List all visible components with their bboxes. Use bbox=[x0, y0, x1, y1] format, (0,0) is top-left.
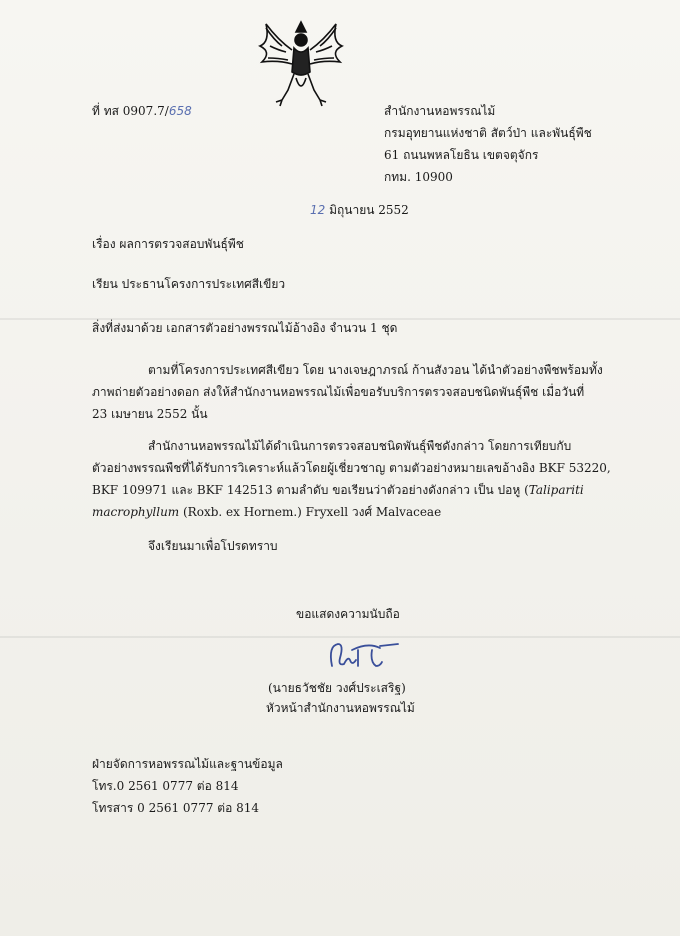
body-text: (Roxb. ex Hornem.) Fryxell วงศ์ Malvaceae bbox=[179, 505, 442, 519]
subject-line: เรื่อง ผลการตรวจสอบพันธุ์พืช bbox=[92, 237, 244, 251]
signatory-title: หัวหน้าสำนักงานหอพรรณไม้ bbox=[266, 701, 415, 715]
document-number-handwritten: 658 bbox=[168, 104, 192, 118]
body-line bbox=[92, 482, 584, 498]
org-line: กทม. 10900 bbox=[384, 170, 453, 184]
closing-line: จึงเรียนมาเพื่อโปรดทราบ bbox=[148, 539, 278, 553]
enclosure-line: สิ่งที่ส่งมาด้วย เอกสารตัวอย่างพรรณไม้อ้างอิง จำนวน 1 ชุด bbox=[92, 321, 398, 335]
body-line bbox=[92, 504, 441, 520]
footer-telephone: โทร.0 2561 0777 ต่อ 814 bbox=[92, 779, 239, 793]
document-number-prefix: ที่ ทส 0907.7/ bbox=[92, 104, 169, 118]
body-line: ภาพถ่ายตัวอย่างดอก ส่งให้สำนักงานหอพรรณไม้เพื่อขอรับบริการตรวจสอบชนิดพันธุ์พืช เมื่อวันที่ bbox=[92, 385, 585, 399]
recipient-line: เรียน ประธานโครงการประเทศสีเขียว bbox=[92, 277, 286, 291]
document-number bbox=[92, 103, 192, 119]
body-text: BKF 109971 และ BKF 142513 ตามลำดับ ขอเรียนว่าตัวอย่างดังกล่าว เป็น ปอหู ( bbox=[92, 483, 529, 497]
footer-fax: โทรสาร 0 2561 0777 ต่อ 814 bbox=[92, 801, 259, 815]
org-line: กรมอุทยานแห่งชาติ สัตว์ป่า และพันธุ์พืช bbox=[384, 126, 592, 140]
regards-line: ขอแสดงความนับถือ bbox=[296, 607, 400, 621]
date-month-year: มิถุนายน 2552 bbox=[329, 203, 409, 217]
body-line: ตามที่โครงการประเทศสีเขียว โดย นางเจษฎาภรณ์ ก้านสังวอน ได้นำตัวอย่างพืชพร้อมทั้ง bbox=[148, 363, 603, 377]
org-line: สำนักงานหอพรรณไม้ bbox=[384, 104, 496, 118]
signatory-name: (นายธวัชชัย วงศ์ประเสริฐ) bbox=[268, 681, 406, 695]
body-line: 23 เมษายน 2552 นั้น bbox=[92, 407, 208, 421]
garuda-emblem-icon bbox=[252, 16, 350, 108]
handwritten-signature-icon bbox=[318, 636, 404, 676]
footer-department: ฝ่ายจัดการหอพรรณไม้และฐานข้อมูล bbox=[92, 757, 283, 771]
date-day-handwritten: 12 bbox=[310, 203, 326, 217]
scientific-name-species: macrophyllum bbox=[92, 505, 180, 519]
letter-date bbox=[310, 202, 409, 218]
body-line: สำนักงานหอพรรณไม้ได้ดำเนินการตรวจสอบชนิดพันธุ์พืชดังกล่าว โดยการเทียบกับ bbox=[148, 439, 572, 453]
org-line: 61 ถนนพหลโยธิน เขตจตุจักร bbox=[384, 148, 539, 162]
scientific-name-genus: Talipariti bbox=[528, 483, 584, 497]
body-line: ตัวอย่างพรรณพืชที่ได้รับการวิเคราะห์แล้วโดยผู้เชี่ยวชาญ ตามตัวอย่างหมายเลขอ้างอิง BKF 53220, bbox=[92, 461, 611, 475]
